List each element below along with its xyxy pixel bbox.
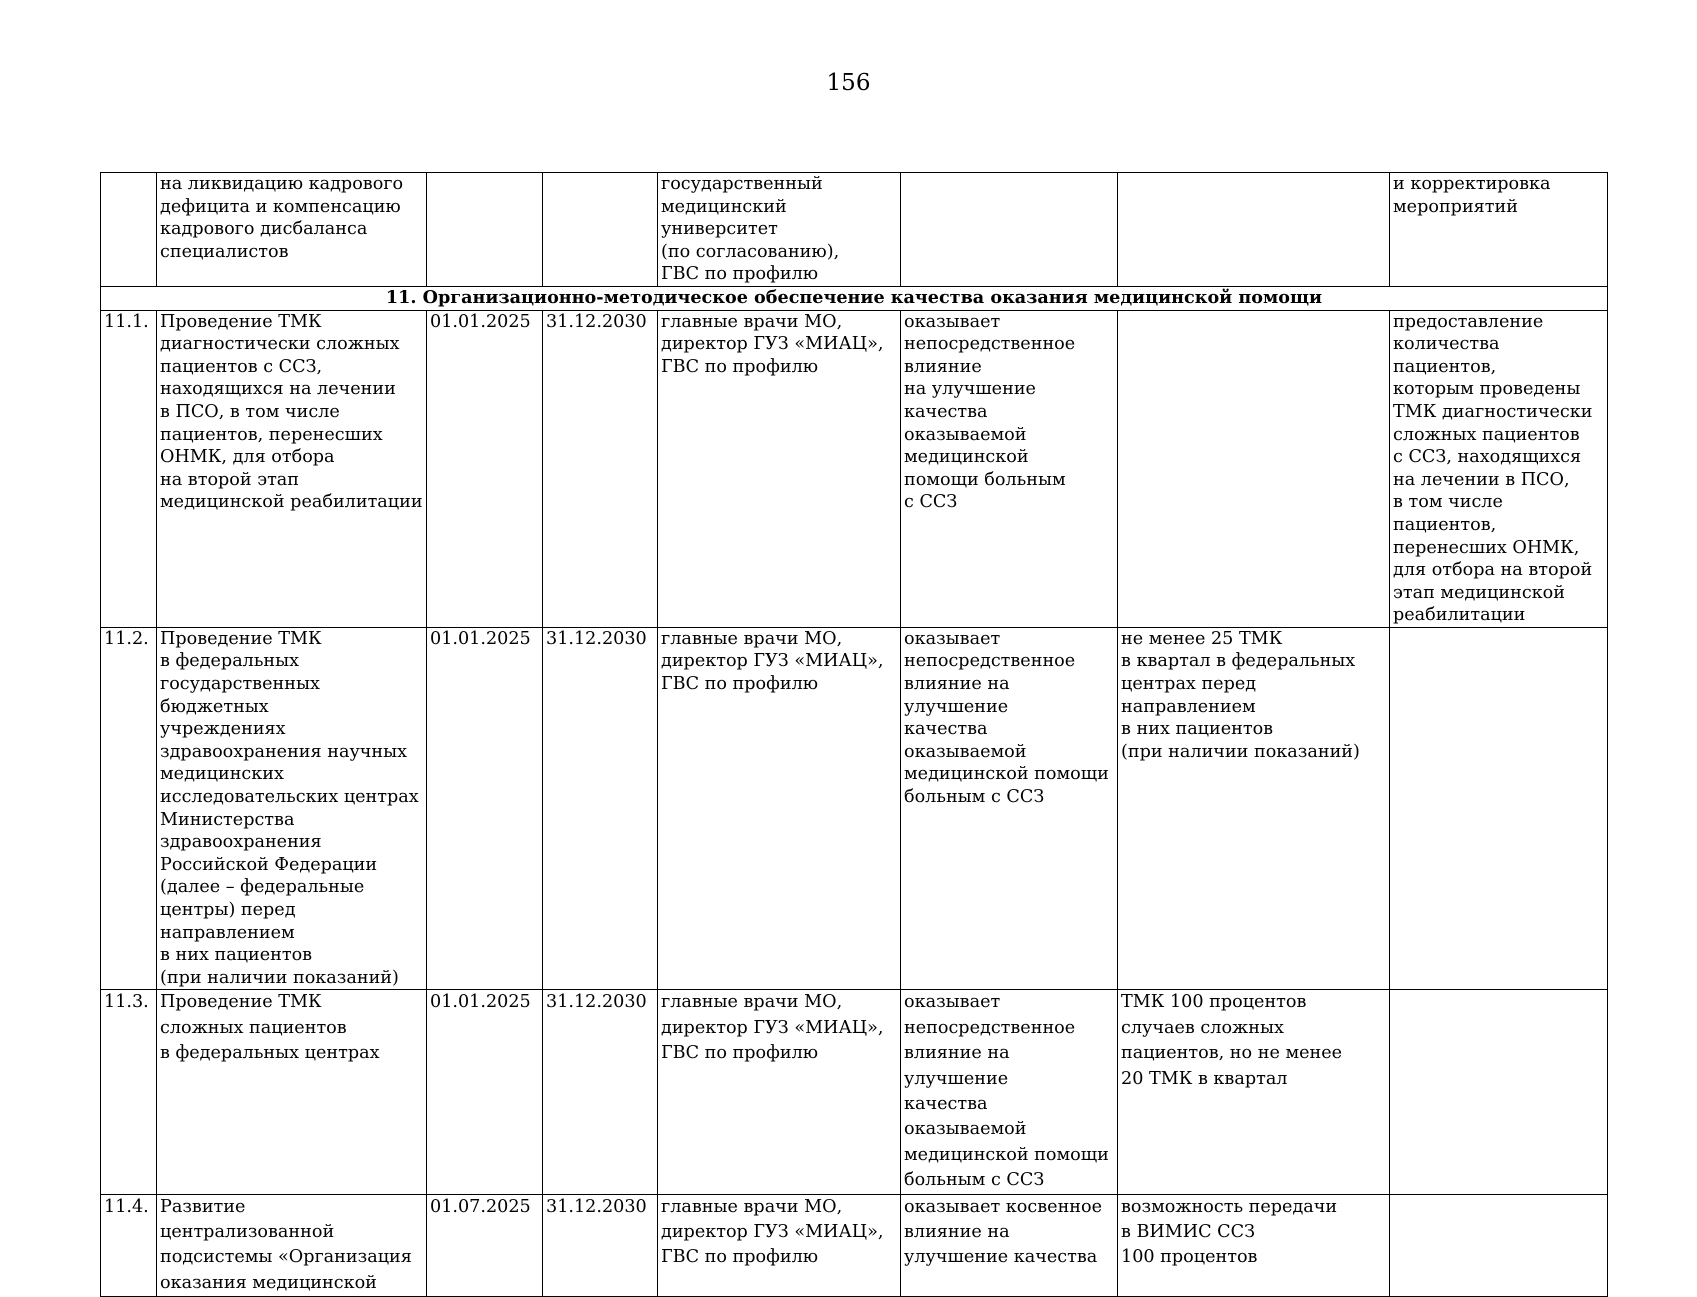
table-row	[101, 990, 1608, 1194]
effect-cell: оказывает косвенное влияние на улучшение качества	[901, 1194, 1118, 1297]
effect-cell: оказывает непосредственное влияние на улучшение качества оказываемой медицинской помощи больным с ССЗ	[901, 990, 1118, 1194]
end-date-cell: 31.12.2030	[543, 627, 658, 990]
indicator-cell	[1390, 990, 1608, 1194]
measures-table	[100, 172, 1608, 1297]
result-cell: ТМК 100 процентов случаев сложных пациентов, но не менее 20 ТМК в квартал	[1118, 990, 1390, 1194]
result-cell	[1118, 310, 1390, 627]
effect-cell: оказывает непосредственное влияние на улучшение качества оказываемой медицинской помощи больным с ССЗ	[901, 627, 1118, 990]
table-row	[101, 310, 1608, 627]
end-date-cell: 31.12.2030	[543, 310, 658, 627]
table-row	[101, 173, 1608, 287]
indicator-cell	[1390, 627, 1608, 990]
page-number: 156	[826, 70, 871, 96]
event-cell: Развитие централизованной подсистемы «Организация оказания медицинской	[157, 1194, 427, 1297]
indicator-cell: и корректировка мероприятий	[1390, 173, 1608, 287]
row-number: 11.1.	[101, 310, 157, 627]
event-cell: Проведение ТМК сложных пациентов в федеральных центрах	[157, 990, 427, 1194]
section-row	[101, 286, 1608, 310]
row-number: 11.3.	[101, 990, 157, 1194]
start-date-cell	[427, 173, 543, 287]
end-date-cell: 31.12.2030	[543, 1194, 658, 1297]
event-cell: на ликвидацию кадрового дефицита и компенсацию кадрового дисбаланса специалистов	[157, 173, 427, 287]
result-cell: не менее 25 ТМК в квартал в федеральных центрах перед направлением в них пациентов (при наличии показаний)	[1118, 627, 1390, 990]
start-date-cell: 01.01.2025	[427, 627, 543, 990]
effect-cell: оказывает непосредственное влияние на улучшение качества оказываемой медицинской помощи больным с ССЗ	[901, 310, 1118, 627]
event-cell: Проведение ТМК диагностически сложных пациентов с ССЗ, находящихся на лечении в ПСО, в том числе пациентов, перенесших ОНМК, для отбора на второй этап медицинской реабилитации	[157, 310, 427, 627]
event-cell: Проведение ТМК в федеральных государственных бюджетных учреждениях здравоохранения научных медицинских исследовательских центрах Министерства здравоохранения Российской Федерации (далее – федеральные центры) перед направлением в них пациентов (при наличии показаний)	[157, 627, 427, 990]
row-number	[101, 173, 157, 287]
responsible-cell: главные врачи МО, директор ГУЗ «МИАЦ», ГВС по профилю	[658, 627, 901, 990]
section-title: 11. Организационно-методическое обеспечение качества оказания медицинской помощи	[101, 286, 1608, 310]
start-date-cell: 01.07.2025	[427, 1194, 543, 1297]
indicator-cell	[1390, 1194, 1608, 1297]
responsible-cell: главные врачи МО, директор ГУЗ «МИАЦ», ГВС по профилю	[658, 1194, 901, 1297]
start-date-cell: 01.01.2025	[427, 310, 543, 627]
row-number: 11.4.	[101, 1194, 157, 1297]
effect-cell	[901, 173, 1118, 287]
start-date-cell: 01.01.2025	[427, 990, 543, 1194]
result-cell	[1118, 173, 1390, 287]
row-number: 11.2.	[101, 627, 157, 990]
table-row	[101, 1194, 1608, 1297]
result-cell: возможность передачи в ВИМИС ССЗ 100 процентов	[1118, 1194, 1390, 1297]
responsible-cell: главные врачи МО, директор ГУЗ «МИАЦ», ГВС по профилю	[658, 990, 901, 1194]
responsible-cell: государственный медицинский университет (по согласованию), ГВС по профилю	[658, 173, 901, 287]
table-row	[101, 627, 1608, 990]
end-date-cell	[543, 173, 658, 287]
end-date-cell: 31.12.2030	[543, 990, 658, 1194]
indicator-cell: предоставление количества пациентов, которым проведены ТМК диагностически сложных пациентов с ССЗ, находящихся на лечении в ПСО, в том числе пациентов, перенесших ОНМК, для отбора на второй этап медицинской реабилитации	[1390, 310, 1608, 627]
responsible-cell: главные врачи МО, директор ГУЗ «МИАЦ», ГВС по профилю	[658, 310, 901, 627]
